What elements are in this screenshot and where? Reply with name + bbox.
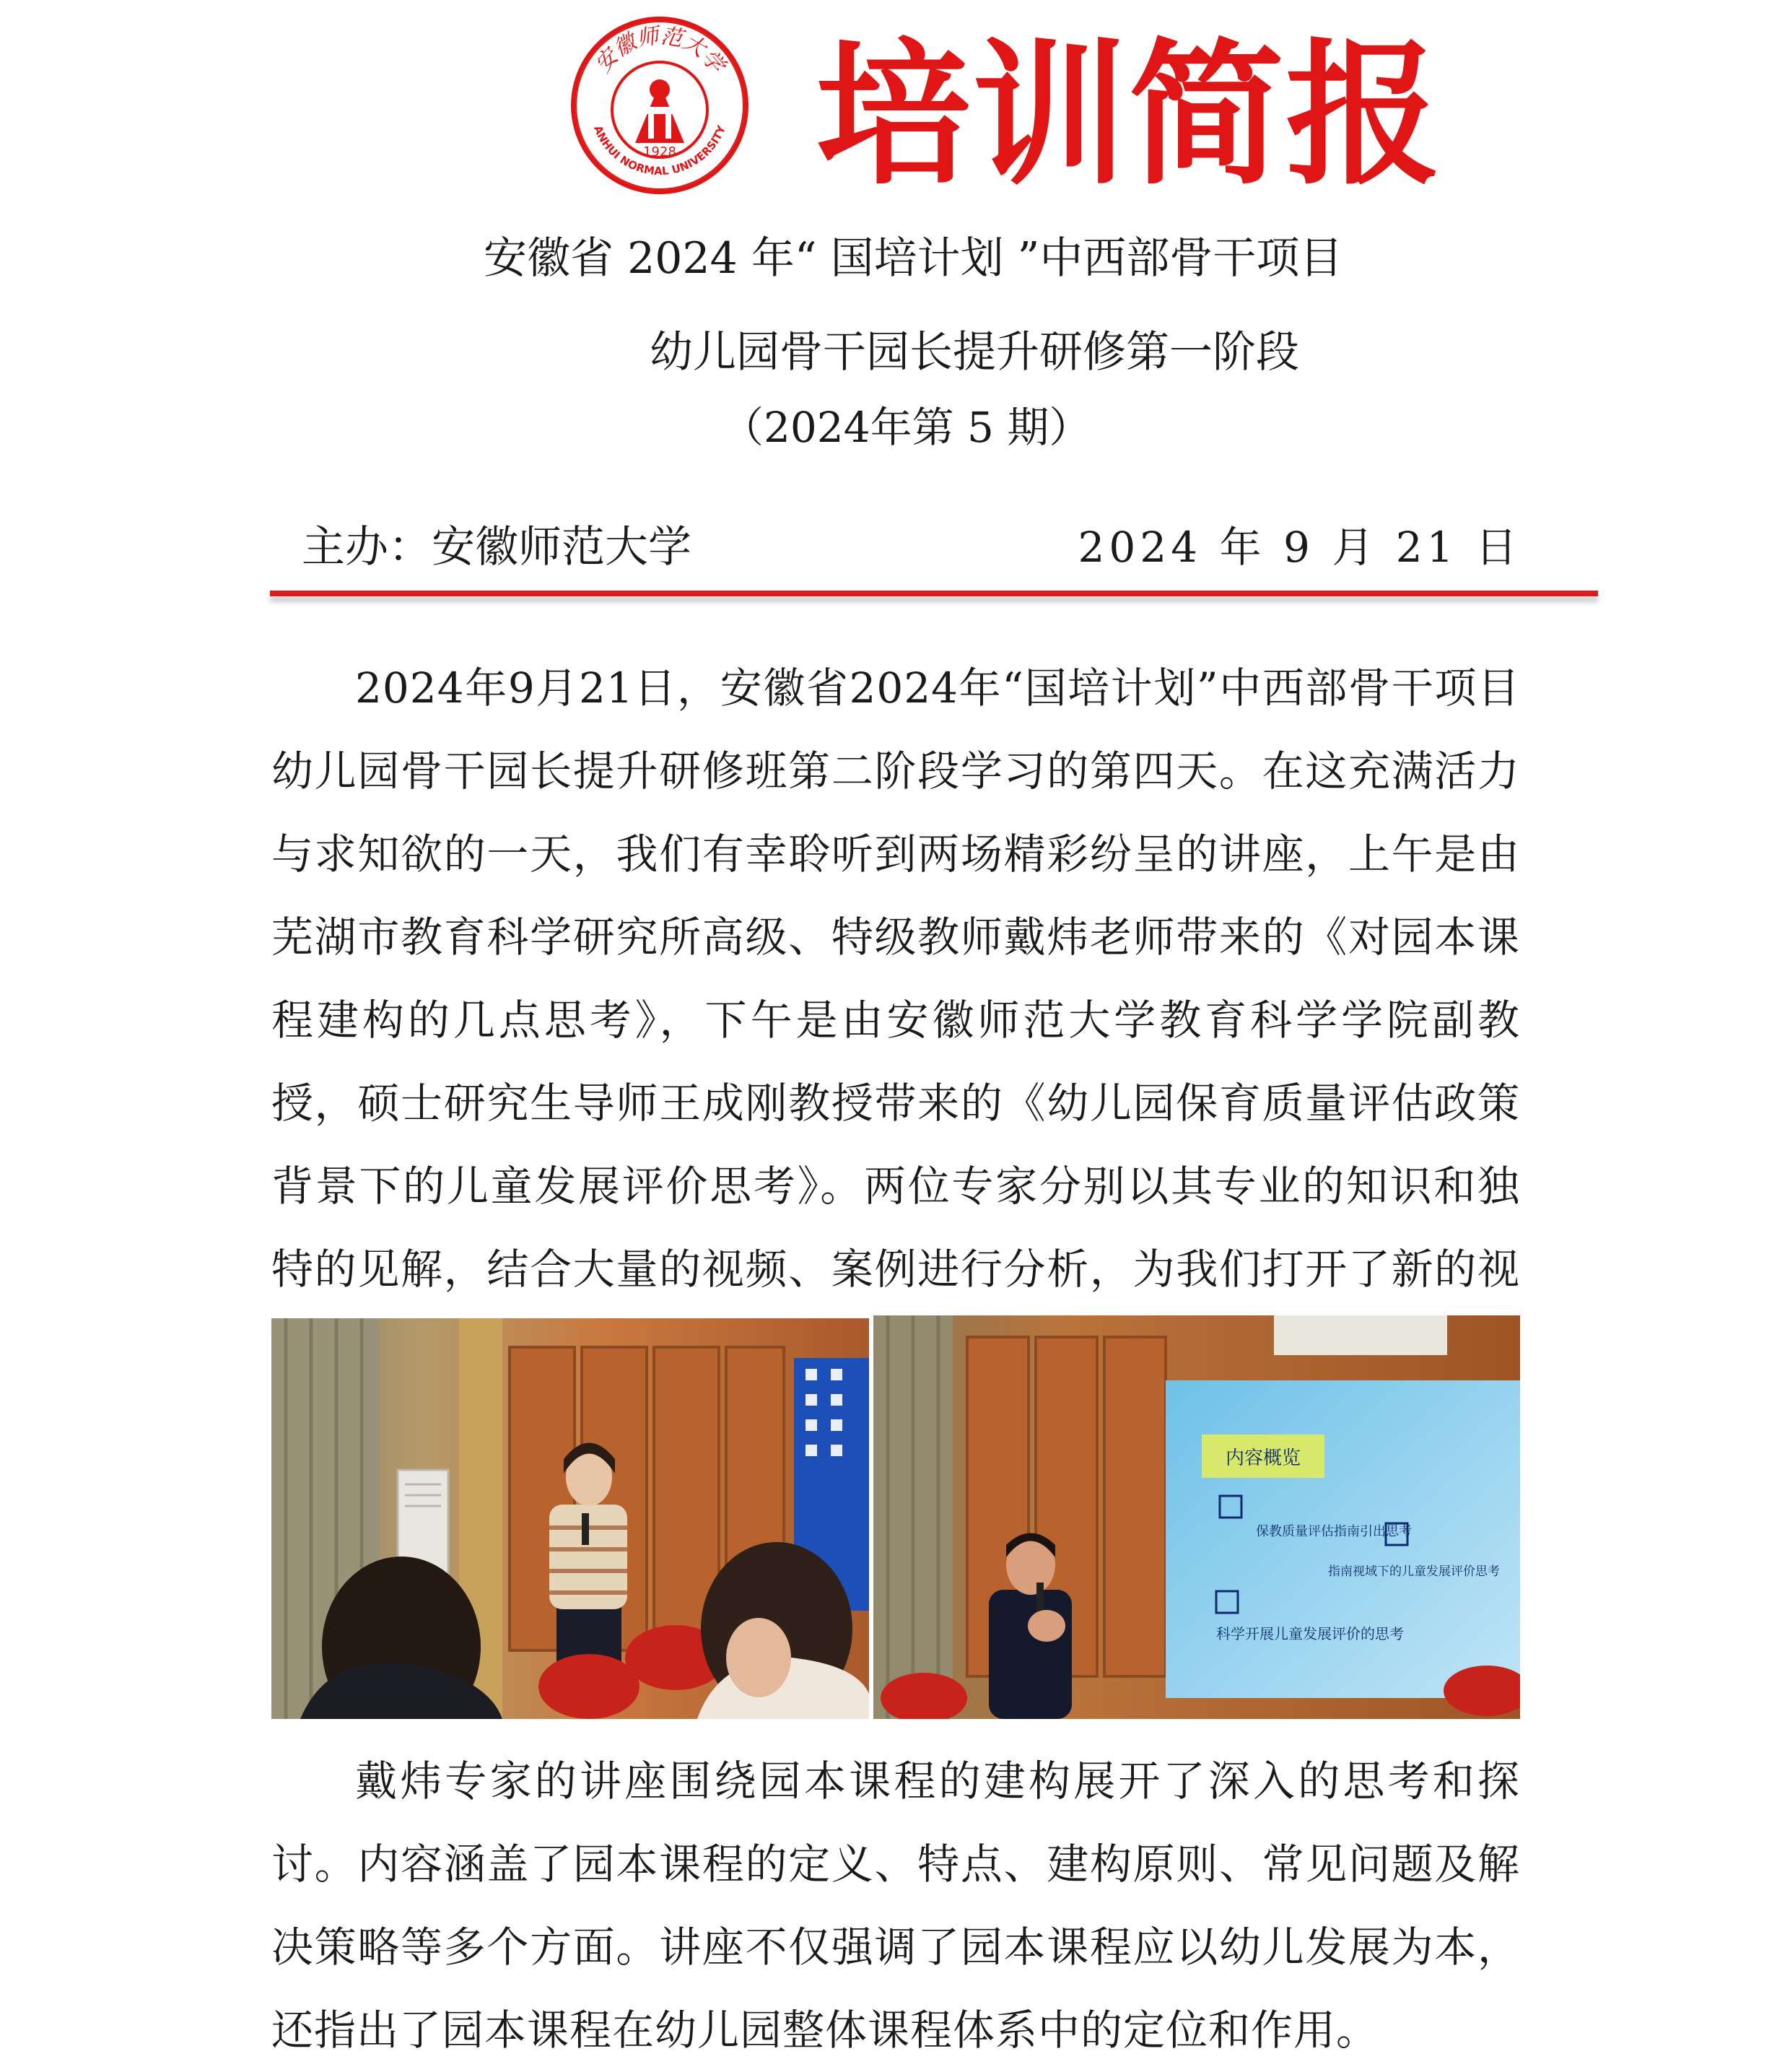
seal-english-name: ANHUI NORMAL UNIVERSITY (591, 123, 728, 178)
host-organizer: 主办：安徽师范大学 (302, 522, 691, 573)
slide-item-2: 指南视域下的儿童发展评价思考 (1328, 1564, 1500, 1579)
issue-number: （2024年第 5 期） (722, 403, 1091, 452)
banner-title: 培训简报 (816, 25, 1442, 206)
slide-title: 内容概览 (1225, 1448, 1301, 1469)
seal-chinese-name: 安徽师范大学 (590, 23, 730, 78)
body-paragraph-2: 戴炜专家的讲座围绕园本课程的建构展开了深入的思考和探讨。内容涵盖了园本课程的定义、特点、建构原则、常见问题及解决策略等多个方面。讲座不仅强调了园本课程应以幼儿发展为本，还指出了园本课程在幼儿园整体课程体系中的定位和作用。 (271, 1757, 1520, 2055)
subtitle-project: 安徽省 2024 年“ 国培计划 ”中西部骨干项目 (484, 233, 1343, 284)
photo-lecture-female-speaker (271, 1318, 869, 1719)
slide-item-1: 保教质量评估指南引出思考 (1256, 1524, 1412, 1539)
seal-year: 1928 (643, 144, 676, 160)
publication-date: 2024 年 9 月 21 日 (1078, 523, 1522, 572)
subtitle-stage: 幼儿园骨干园长提升研修第一阶段 (650, 327, 1299, 378)
photo-lecture-male-speaker (873, 1315, 1520, 1719)
slide-item-3: 科学开展儿童发展评价的思考 (1216, 1625, 1404, 1642)
header-divider (270, 591, 1598, 596)
body-paragraph-1: 2024年9月21日，安徽省2024年“国培计划”中西部骨干项目幼儿园骨干园长提升研修班第二阶段学习的第四天。在这充满活力与求知欲的一天，我们有幸聆听到两场精彩纷呈的讲座，上午是由芜湖市教育科学研究所高级、特级教师戴炜老师带来的《对园本课程建构的几点思考》，下午是由安徽师范大学教育科学学院副教授，硕士研究生导师王成刚教授带来的《幼儿园保育质量评估政策背景下的儿童发展评价思考》。两位专家分别以其专业的知识和独特的见解，结合大量的视频、案例进行分析，为我们打开了新的视 (271, 663, 1520, 1294)
university-seal-logo (569, 14, 751, 196)
